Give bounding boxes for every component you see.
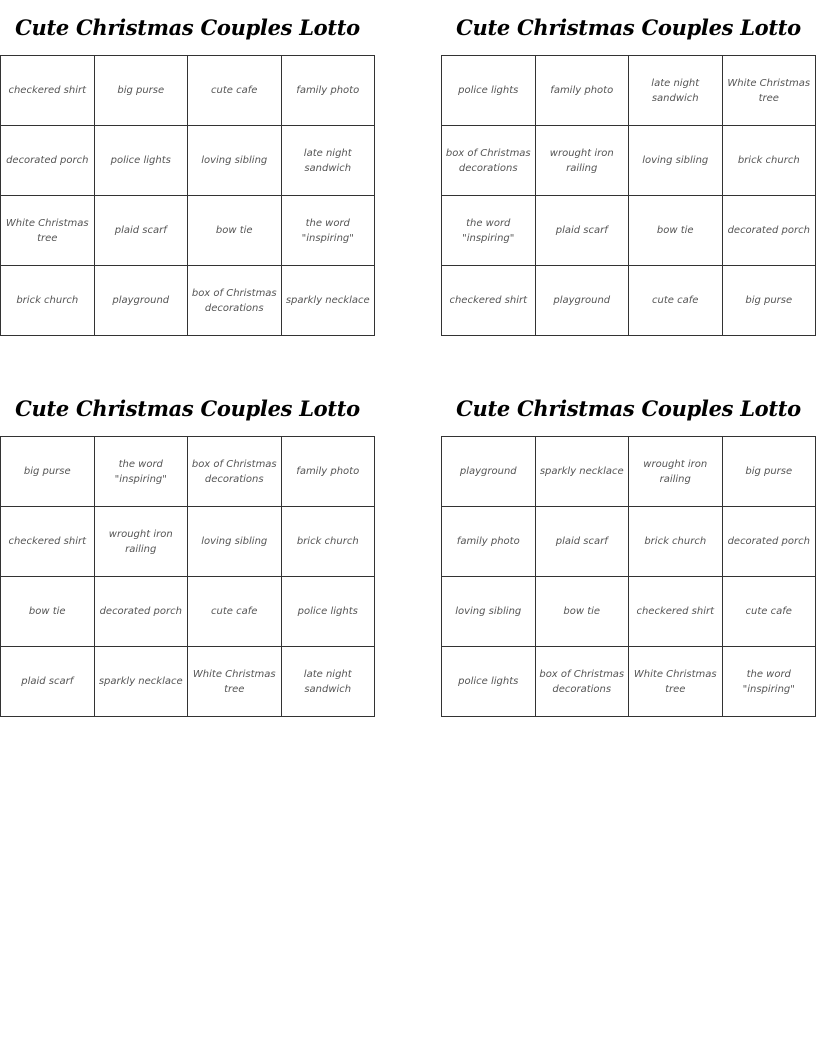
grid-cell: the word "inspiring" xyxy=(282,196,376,266)
grid-cell: bow tie xyxy=(536,577,630,647)
grid-cell: family photo xyxy=(536,56,630,126)
grid-cell: bow tie xyxy=(629,196,723,266)
grid-cell: loving sibling xyxy=(188,126,282,196)
lotto-card-3 xyxy=(0,381,375,717)
lotto-grid xyxy=(441,436,816,717)
grid-cell: loving sibling xyxy=(188,507,282,577)
grid-cell: checkered shirt xyxy=(1,56,95,126)
grid-cell: the word "inspiring" xyxy=(723,647,816,717)
grid-cell: loving sibling xyxy=(629,126,723,196)
grid-cell: bow tie xyxy=(1,577,95,647)
grid-cell: family photo xyxy=(282,56,376,126)
card-title: Cute Christmas Couples Lotto xyxy=(456,15,801,40)
card-title: Cute Christmas Couples Lotto xyxy=(15,396,360,421)
grid-cell: family photo xyxy=(282,437,376,507)
grid-cell: big purse xyxy=(95,56,189,126)
grid-cell: big purse xyxy=(723,266,816,336)
grid-cell: wrought iron railing xyxy=(536,126,630,196)
grid-cell: sparkly necklace xyxy=(95,647,189,717)
grid-cell: checkered shirt xyxy=(1,507,95,577)
grid-cell: wrought iron railing xyxy=(95,507,189,577)
grid-cell: decorated porch xyxy=(723,196,816,266)
grid-cell: late night sandwich xyxy=(282,647,376,717)
grid-cell: cute cafe xyxy=(629,266,723,336)
grid-cell: cute cafe xyxy=(723,577,816,647)
grid-cell: box of Christmas decorations xyxy=(188,266,282,336)
lotto-grid xyxy=(0,436,375,717)
grid-cell: police lights xyxy=(442,56,536,126)
grid-cell: checkered shirt xyxy=(629,577,723,647)
grid-cell: the word "inspiring" xyxy=(95,437,189,507)
grid-cell: playground xyxy=(536,266,630,336)
grid-cell: family photo xyxy=(442,507,536,577)
grid-cell: White Christmas tree xyxy=(1,196,95,266)
grid-cell: police lights xyxy=(442,647,536,717)
grid-cell: big purse xyxy=(723,437,816,507)
grid-cell: late night sandwich xyxy=(629,56,723,126)
lotto-grid xyxy=(0,55,375,336)
grid-cell: bow tie xyxy=(188,196,282,266)
grid-cell: brick church xyxy=(629,507,723,577)
grid-cell: brick church xyxy=(282,507,376,577)
lotto-card-1 xyxy=(0,0,375,336)
grid-cell: plaid scarf xyxy=(536,196,630,266)
grid-cell: cute cafe xyxy=(188,56,282,126)
grid-cell: brick church xyxy=(723,126,816,196)
grid-cell: playground xyxy=(442,437,536,507)
grid-cell: police lights xyxy=(282,577,376,647)
lotto-grid xyxy=(441,55,816,336)
grid-cell: box of Christmas decorations xyxy=(188,437,282,507)
grid-cell: cute cafe xyxy=(188,577,282,647)
grid-cell: decorated porch xyxy=(1,126,95,196)
grid-cell: police lights xyxy=(95,126,189,196)
grid-cell: playground xyxy=(95,266,189,336)
grid-cell: White Christmas tree xyxy=(629,647,723,717)
grid-cell: wrought iron railing xyxy=(629,437,723,507)
card-title: Cute Christmas Couples Lotto xyxy=(15,15,360,40)
grid-cell: checkered shirt xyxy=(442,266,536,336)
grid-cell: loving sibling xyxy=(442,577,536,647)
grid-cell: White Christmas tree xyxy=(188,647,282,717)
grid-cell: plaid scarf xyxy=(536,507,630,577)
card-title: Cute Christmas Couples Lotto xyxy=(456,396,801,421)
grid-cell: brick church xyxy=(1,266,95,336)
lotto-card-4 xyxy=(441,381,816,717)
grid-cell: late night sandwich xyxy=(282,126,376,196)
grid-cell: big purse xyxy=(1,437,95,507)
grid-cell: box of Christmas decorations xyxy=(536,647,630,717)
grid-cell: box of Christmas decorations xyxy=(442,126,536,196)
lotto-card-2 xyxy=(441,0,816,336)
grid-cell: plaid scarf xyxy=(95,196,189,266)
grid-cell: decorated porch xyxy=(723,507,816,577)
grid-cell: sparkly necklace xyxy=(536,437,630,507)
grid-cell: sparkly necklace xyxy=(282,266,376,336)
grid-cell: White Christmas tree xyxy=(723,56,816,126)
grid-cell: the word "inspiring" xyxy=(442,196,536,266)
grid-cell: decorated porch xyxy=(95,577,189,647)
grid-cell: plaid scarf xyxy=(1,647,95,717)
